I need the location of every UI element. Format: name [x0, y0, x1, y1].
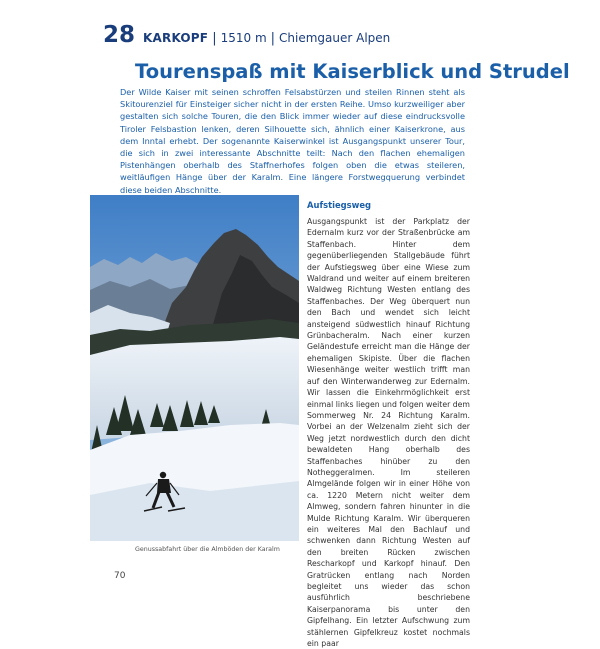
tour-number: 28: [103, 22, 136, 48]
page-number: 70: [114, 571, 126, 581]
peak-name: KARKOPF: [143, 31, 209, 45]
chapter-header: [103, 22, 390, 48]
header-separator: |: [212, 31, 217, 46]
region: Chiemgauer Alpen: [279, 31, 391, 45]
section-heading: Aufstiegsweg: [307, 200, 372, 210]
header-separator: |: [270, 31, 276, 46]
section-body: Ausgangspunkt ist der Parkplatz der Edernalm kurz vor der Straßenbrücke am Staffenbach. Hinter dem gegenüberliegenden Stallgebäude führt der Aufstiegsweg über eine Wiese zum Waldrand und weiter auf einem breiteren Waldweg Richtung Westen entlang des Staffenbaches. Der Weg überquert nun den Bach und wendet sich leicht ansteigend südwestlich hinauf Richtung Grünbacheralm. Nach einer kurzen Geländestufe erreicht man die Hänge der ehemaligen Skipiste. Über die flachen Wiesenhänge weiter westlich trifft man auf den Winterwanderweg zur Edernalm. Wir lassen die Einkehrmöglichkeit erst einmal links liegen und folgen weiter dem Sommerweg Nr. 24 Richtung Karalm. Vorbei an der Welzenalm zieht sich der Weg jetzt nordwestlich durch den dicht bewaldeten Hang oberhalb des Staffenbaches hinüber zu den Notheggeralmen. Im steileren Almgelände folgen wir in einer Höhe von ca. 1220 Metern nicht weiter dem Almweg, sondern fahren hinunter in die Mulde Richtung Karalm. Wir überqueren ein weiteres Mal den Bachlauf und schwenken dann Richtung Westen auf den breiten Rücken zwischen Rescharkopf und Karkopf hinauf. Den Gratrücken entlang nach Norden begleitet uns wieder das schon ausführlich beschriebene Kaiserpanorama bis unter den Gipfelhang. Ein letzter Aufschwung zum stählernen Gipfelkreuz kostet nochmals ein paar: [307, 217, 470, 649]
photo-caption: Genussabfahrt über die Almböden der Karalm: [135, 546, 280, 553]
page-title: Tourenspaß mit Kaiserblick und Strudel: [135, 60, 570, 83]
ski-tour-photo: [90, 195, 299, 541]
altitude: 1510 m: [220, 31, 267, 45]
intro-paragraph: Der Wilde Kaiser mit seinen schroffen Felsabstürzen und steilen Rinnen steht als Skitourenziel für Einsteiger sicher nicht in der ersten Reihe. Umso kurzweiliger aber gestalten sich solche Touren, die den Blick immer wieder auf diese eindrucksvolle Tiroler Felsbastion lenken, deren Silhouette sich, ähnlich einer Kaiserkrone, aus dem Inntal erhebt. Der sogenannte Kaiserwinkel ist Ausgangspunkt unserer Tour, die sich in zwei interessante Abschnitte teilt: Nach den flachen ehemaligen Pistenhängen oberhalb des Staffnerhofes folgen oben die etwas steileren, weitläufigen Hänge über der Karalm. Eine längere Forstwegquerung verbindet diese beiden Abschnitte.: [120, 87, 465, 195]
slope-shadow: [90, 481, 299, 541]
